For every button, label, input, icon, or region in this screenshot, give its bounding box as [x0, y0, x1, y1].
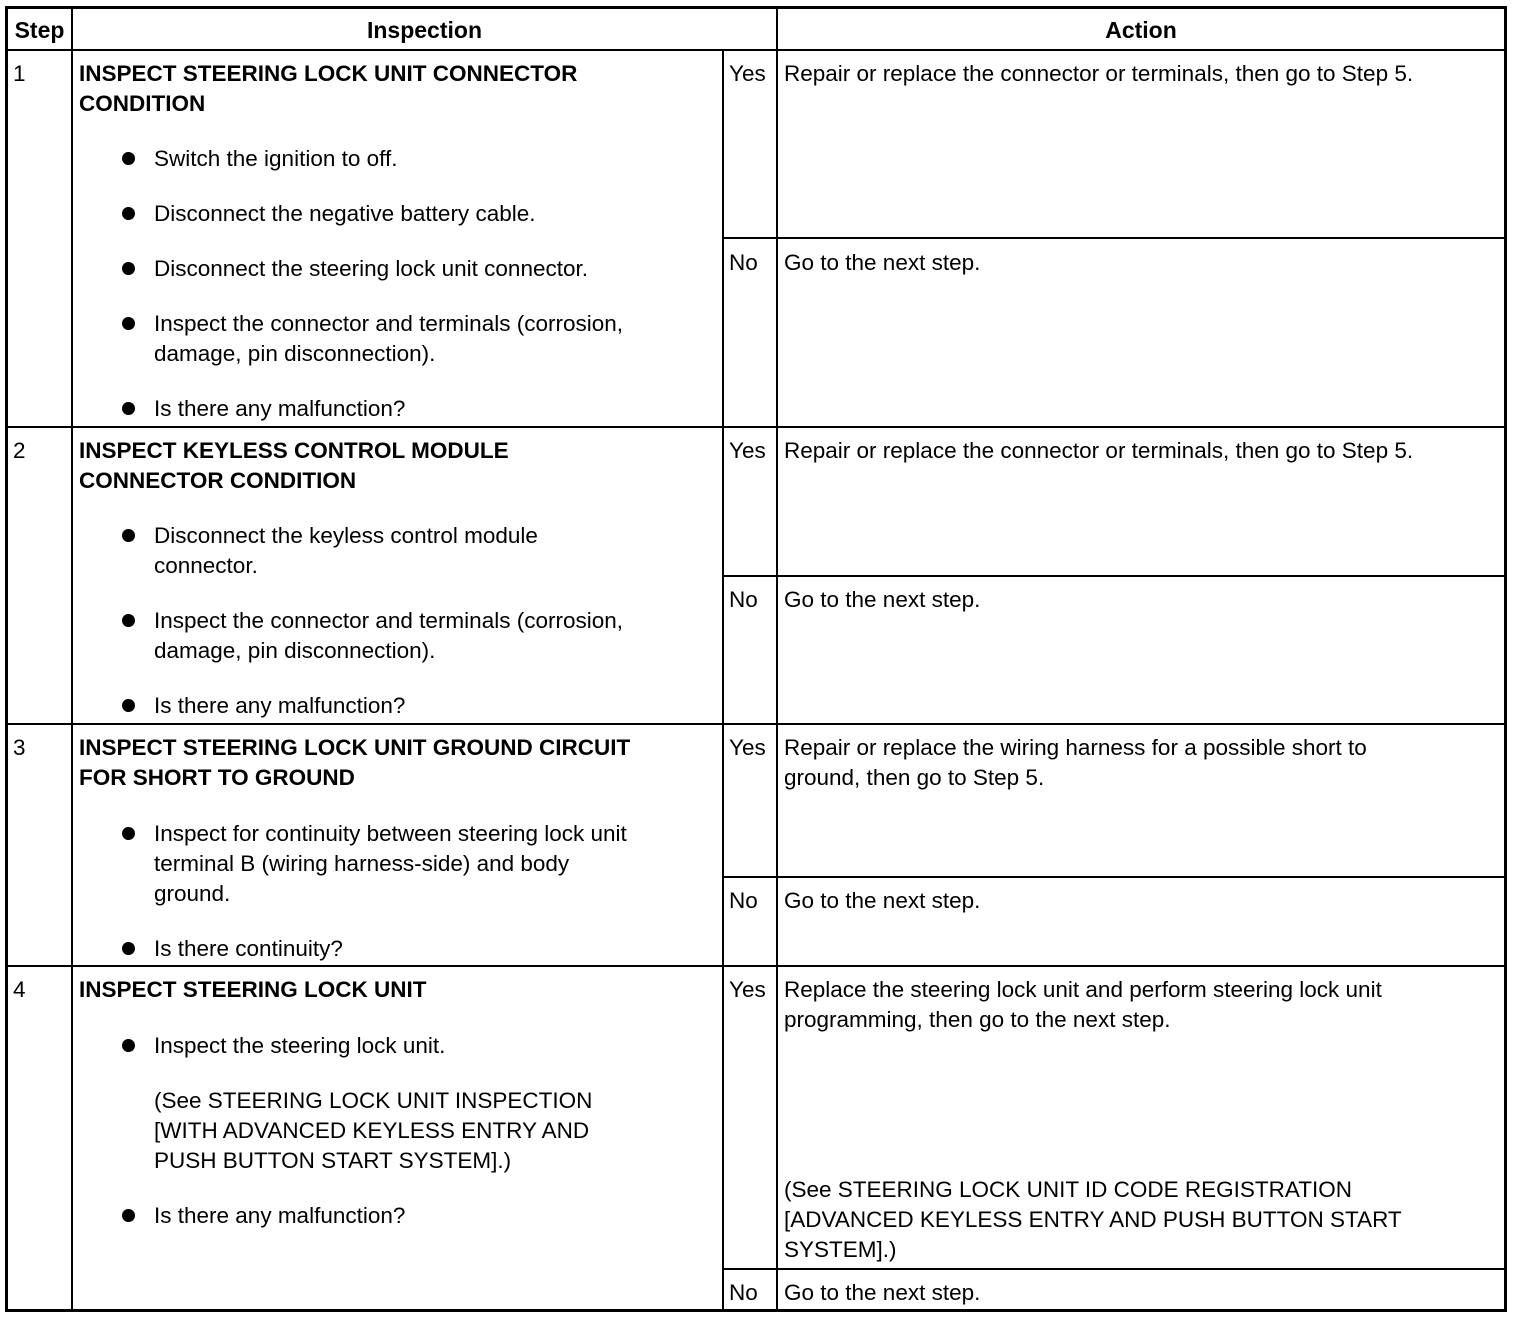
inspection-bullet: Disconnect the negative battery cable.	[154, 201, 536, 226]
bullet-icon	[122, 942, 135, 955]
yes-note: [ADVANCED KEYLESS ENTRY AND PUSH BUTTON START	[784, 1207, 1402, 1232]
yes-label: Yes	[729, 438, 766, 463]
inspection-title: INSPECT STEERING LOCK UNIT	[79, 977, 427, 1002]
inspection-table	[5, 6, 1507, 1312]
inspection-bullet: Inspect the connector and terminals (corrosion,	[154, 311, 623, 336]
inspection-title: FOR SHORT TO GROUND	[79, 765, 355, 790]
no-label: No	[729, 1280, 758, 1305]
yes-no-divider	[722, 1268, 1504, 1270]
yes-label: Yes	[729, 61, 766, 86]
yes-action: Repair or replace the wiring harness for a possible short to	[784, 735, 1367, 760]
row-divider	[8, 426, 1504, 428]
inspection-bullet: damage, pin disconnection).	[154, 341, 436, 366]
column-divider	[722, 51, 724, 1309]
inspection-bullet: Is there continuity?	[154, 936, 343, 961]
yes-action: Repair or replace the connector or terminals, then go to Step 5.	[784, 438, 1414, 463]
inspection-note: PUSH BUTTON START SYSTEM].)	[154, 1148, 512, 1173]
inspection-title: INSPECT KEYLESS CONTROL MODULE	[79, 438, 509, 463]
bullet-icon	[122, 152, 135, 165]
inspection-bullet: Is there any malfunction?	[154, 396, 406, 421]
yes-note: SYSTEM].)	[784, 1237, 897, 1262]
yes-action: programming, then go to the next step.	[784, 1007, 1171, 1032]
inspection-bullet: connector.	[154, 553, 258, 578]
no-label: No	[729, 587, 758, 612]
yes-no-divider	[722, 575, 1504, 577]
yes-no-divider	[722, 876, 1504, 878]
no-action: Go to the next step.	[784, 1280, 981, 1305]
inspection-bullet: Is there any malfunction?	[154, 1203, 406, 1228]
inspection-bullet: Inspect the connector and terminals (corrosion,	[154, 608, 623, 633]
inspection-bullet: Is there any malfunction?	[154, 693, 406, 718]
inspection-note: [WITH ADVANCED KEYLESS ENTRY AND	[154, 1118, 590, 1143]
inspection-bullet: Switch the ignition to off.	[154, 146, 398, 171]
header-step: Step	[14, 17, 65, 43]
inspection-title: INSPECT STEERING LOCK UNIT CONNECTOR	[79, 61, 578, 86]
bullet-icon	[122, 262, 135, 275]
inspection-title: INSPECT STEERING LOCK UNIT GROUND CIRCUIT	[79, 735, 631, 760]
inspection-bullet: Disconnect the keyless control module	[154, 523, 538, 548]
no-label: No	[729, 888, 758, 913]
row-divider	[8, 965, 1504, 967]
no-action: Go to the next step.	[784, 587, 981, 612]
inspection-bullet: Disconnect the steering lock unit connector.	[154, 256, 588, 281]
inspection-title: CONNECTOR CONDITION	[79, 468, 357, 493]
yes-no-divider	[722, 237, 1504, 239]
no-action: Go to the next step.	[784, 250, 981, 275]
inspection-bullet: Inspect the steering lock unit.	[154, 1033, 446, 1058]
step-number: 1	[13, 61, 26, 86]
inspection-bullet: ground.	[154, 881, 231, 906]
inspection-bullet: Inspect for continuity between steering lock unit	[154, 821, 627, 846]
yes-note: (See STEERING LOCK UNIT ID CODE REGISTRATION	[784, 1177, 1353, 1202]
bullet-icon	[122, 529, 135, 542]
bullet-icon	[122, 402, 135, 415]
header-inspection: Inspection	[366, 17, 482, 43]
step-number: 2	[13, 438, 26, 463]
inspection-note: (See STEERING LOCK UNIT INSPECTION	[154, 1088, 593, 1113]
header-action: Action	[1105, 17, 1177, 43]
no-label: No	[729, 250, 758, 275]
step-number: 4	[13, 977, 26, 1002]
row-divider	[8, 723, 1504, 725]
bullet-icon	[122, 207, 135, 220]
column-divider	[776, 9, 778, 1309]
bullet-icon	[122, 614, 135, 627]
bullet-icon	[122, 317, 135, 330]
yes-action: Repair or replace the connector or terminals, then go to Step 5.	[784, 61, 1414, 86]
yes-label: Yes	[729, 735, 766, 760]
inspection-bullet: terminal B (wiring harness-side) and body	[154, 851, 570, 876]
bullet-icon	[122, 699, 135, 712]
inspection-bullet: damage, pin disconnection).	[154, 638, 436, 663]
bullet-icon	[122, 1039, 135, 1052]
column-divider	[71, 9, 73, 1309]
inspection-title: CONDITION	[79, 91, 206, 116]
yes-action: ground, then go to Step 5.	[784, 765, 1045, 790]
yes-action: Replace the steering lock unit and perform steering lock unit	[784, 977, 1382, 1002]
bullet-icon	[122, 1209, 135, 1222]
step-number: 3	[13, 735, 26, 760]
yes-label: Yes	[729, 977, 766, 1002]
bullet-icon	[122, 827, 135, 840]
no-action: Go to the next step.	[784, 888, 981, 913]
